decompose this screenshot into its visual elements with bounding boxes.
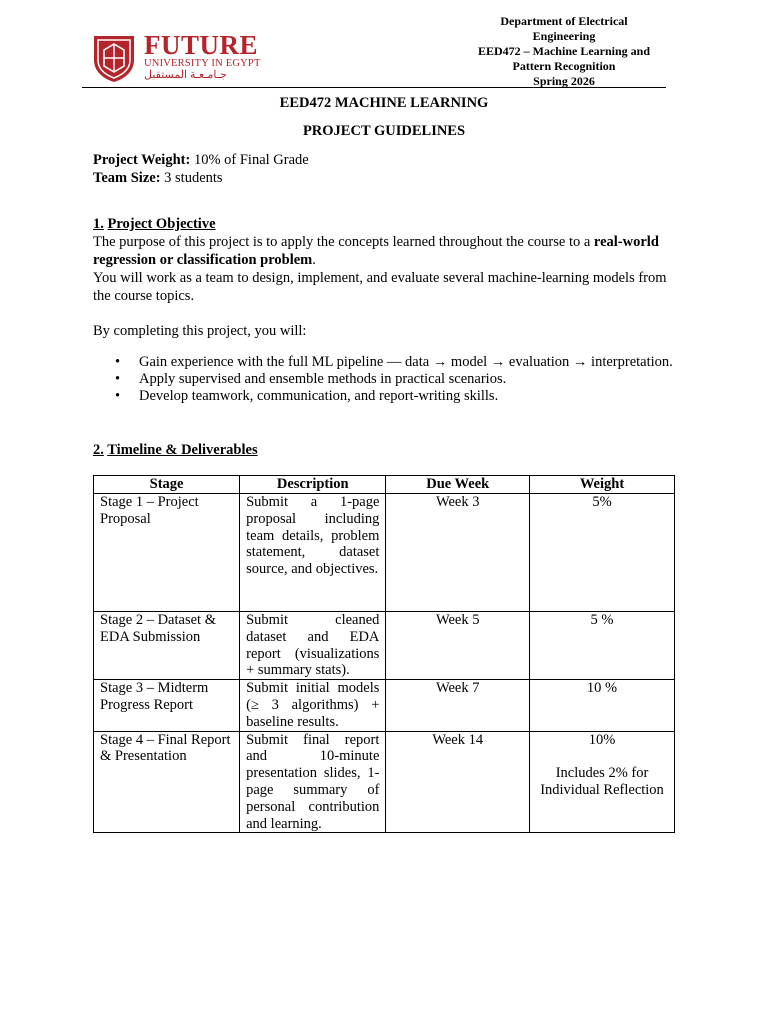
- document-title: EED472 MACHINE LEARNING: [279, 95, 489, 111]
- due-week-cell: Week 3: [386, 494, 530, 612]
- dept-line: EED472 – Machine Learning and: [477, 44, 651, 58]
- list-item: • Gain experience with the full ML pipeline — data → model → evaluation → interpretation.: [93, 354, 673, 371]
- objective-paragraph-2: You will work as a team to design, implement, and evaluate several machine-learning models from the course topics.: [93, 270, 667, 304]
- logo-wordmark: [144, 32, 264, 82]
- section-title: Timeline & Deliverables: [107, 442, 258, 458]
- due-week-cell: Week 14: [386, 731, 530, 833]
- weight-cell: 5%: [530, 494, 675, 612]
- stage-cell: Stage 1 – Project Proposal: [94, 494, 240, 612]
- due-week-cell: Week 7: [386, 680, 530, 731]
- objective-bullet-list: [93, 354, 673, 405]
- column-header-description: Description: [240, 476, 386, 494]
- logo-sub-text: UNIVERSITY IN EGYPT: [144, 58, 261, 69]
- dept-line: Department of Electrical: [500, 14, 628, 28]
- description-cell: Submit final report and 10-minute presentation slides, 1-page summary of personal contribution and learning.: [240, 731, 386, 833]
- due-week-cell: Week 5: [386, 612, 530, 680]
- document-subtitle: PROJECT GUIDELINES: [302, 123, 466, 139]
- department-header: [458, 14, 670, 89]
- project-meta: [93, 151, 673, 187]
- weight-note: Includes 2% for Individual Reflection: [540, 765, 664, 799]
- deliverables-table: [93, 475, 675, 833]
- description-cell: Submit a 1-page proposal including team details, problem statement, dataset source, and objectives.: [240, 494, 386, 612]
- section-number: 2.: [93, 442, 104, 458]
- column-header-weight: Weight: [530, 476, 675, 494]
- stage-cell: Stage 3 – Midterm Progress Report: [94, 680, 240, 731]
- column-header-due-week: Due Week: [386, 476, 530, 494]
- stage-cell: Stage 2 – Dataset & EDA Submission: [94, 612, 240, 680]
- section-1-heading: [93, 215, 673, 233]
- team-value: 3 students: [160, 170, 223, 186]
- objective-text: [93, 233, 673, 305]
- dept-line: Engineering: [532, 29, 596, 43]
- objective-paragraph-1: [93, 233, 673, 269]
- dept-line: Pattern Recognition: [512, 59, 616, 73]
- logo-main-text: FUTURE: [144, 30, 259, 60]
- weight-value: 10%: [588, 731, 616, 748]
- section-title: Project Objective: [107, 216, 216, 232]
- weight-cell: 10 %: [530, 680, 675, 731]
- weight-label: Project Weight:: [93, 152, 191, 168]
- weight-cell: [530, 731, 675, 833]
- stage-cell: Stage 4 – Final Report & Presentation: [94, 731, 240, 833]
- column-header-stage: Stage: [94, 476, 240, 494]
- crest-icon: [90, 32, 138, 84]
- dept-line: Spring 2026: [533, 74, 595, 88]
- section-number: 1.: [93, 216, 104, 232]
- team-size: [93, 169, 673, 187]
- objective-p1-bold: real-world regression or classification problem: [93, 234, 659, 268]
- weight-cell: 5 %: [530, 612, 675, 680]
- project-weight: [93, 151, 673, 169]
- description-cell: Submit initial models (≥ 3 algorithms) + baseline results.: [240, 680, 386, 731]
- list-item: • Apply supervised and ensemble methods in practical scenarios.: [93, 371, 673, 388]
- list-item: • Develop teamwork, communication, and report-writing skills.: [93, 388, 673, 405]
- university-logo: [90, 30, 265, 86]
- description-cell: Submit cleaned dataset and EDA report (visualizations + summary stats).: [240, 612, 386, 680]
- table-header-row: [94, 476, 675, 494]
- weight-value: 10% of Final Grade: [190, 152, 309, 168]
- table-row: [94, 612, 675, 680]
- team-label: Team Size:: [93, 170, 161, 186]
- objective-intro: By completing this project, you will:: [93, 323, 307, 339]
- objective-p1-end: .: [312, 252, 316, 268]
- table-row: [94, 494, 675, 612]
- table-row: [94, 731, 675, 833]
- logo-arabic-text: جـامـعـة المستقبل: [144, 69, 227, 81]
- section-2-heading: [93, 441, 673, 459]
- table-row: [94, 680, 675, 731]
- objective-p1-text: The purpose of this project is to apply the concepts learned throughout the course to a: [93, 234, 594, 250]
- header-divider: [82, 87, 666, 88]
